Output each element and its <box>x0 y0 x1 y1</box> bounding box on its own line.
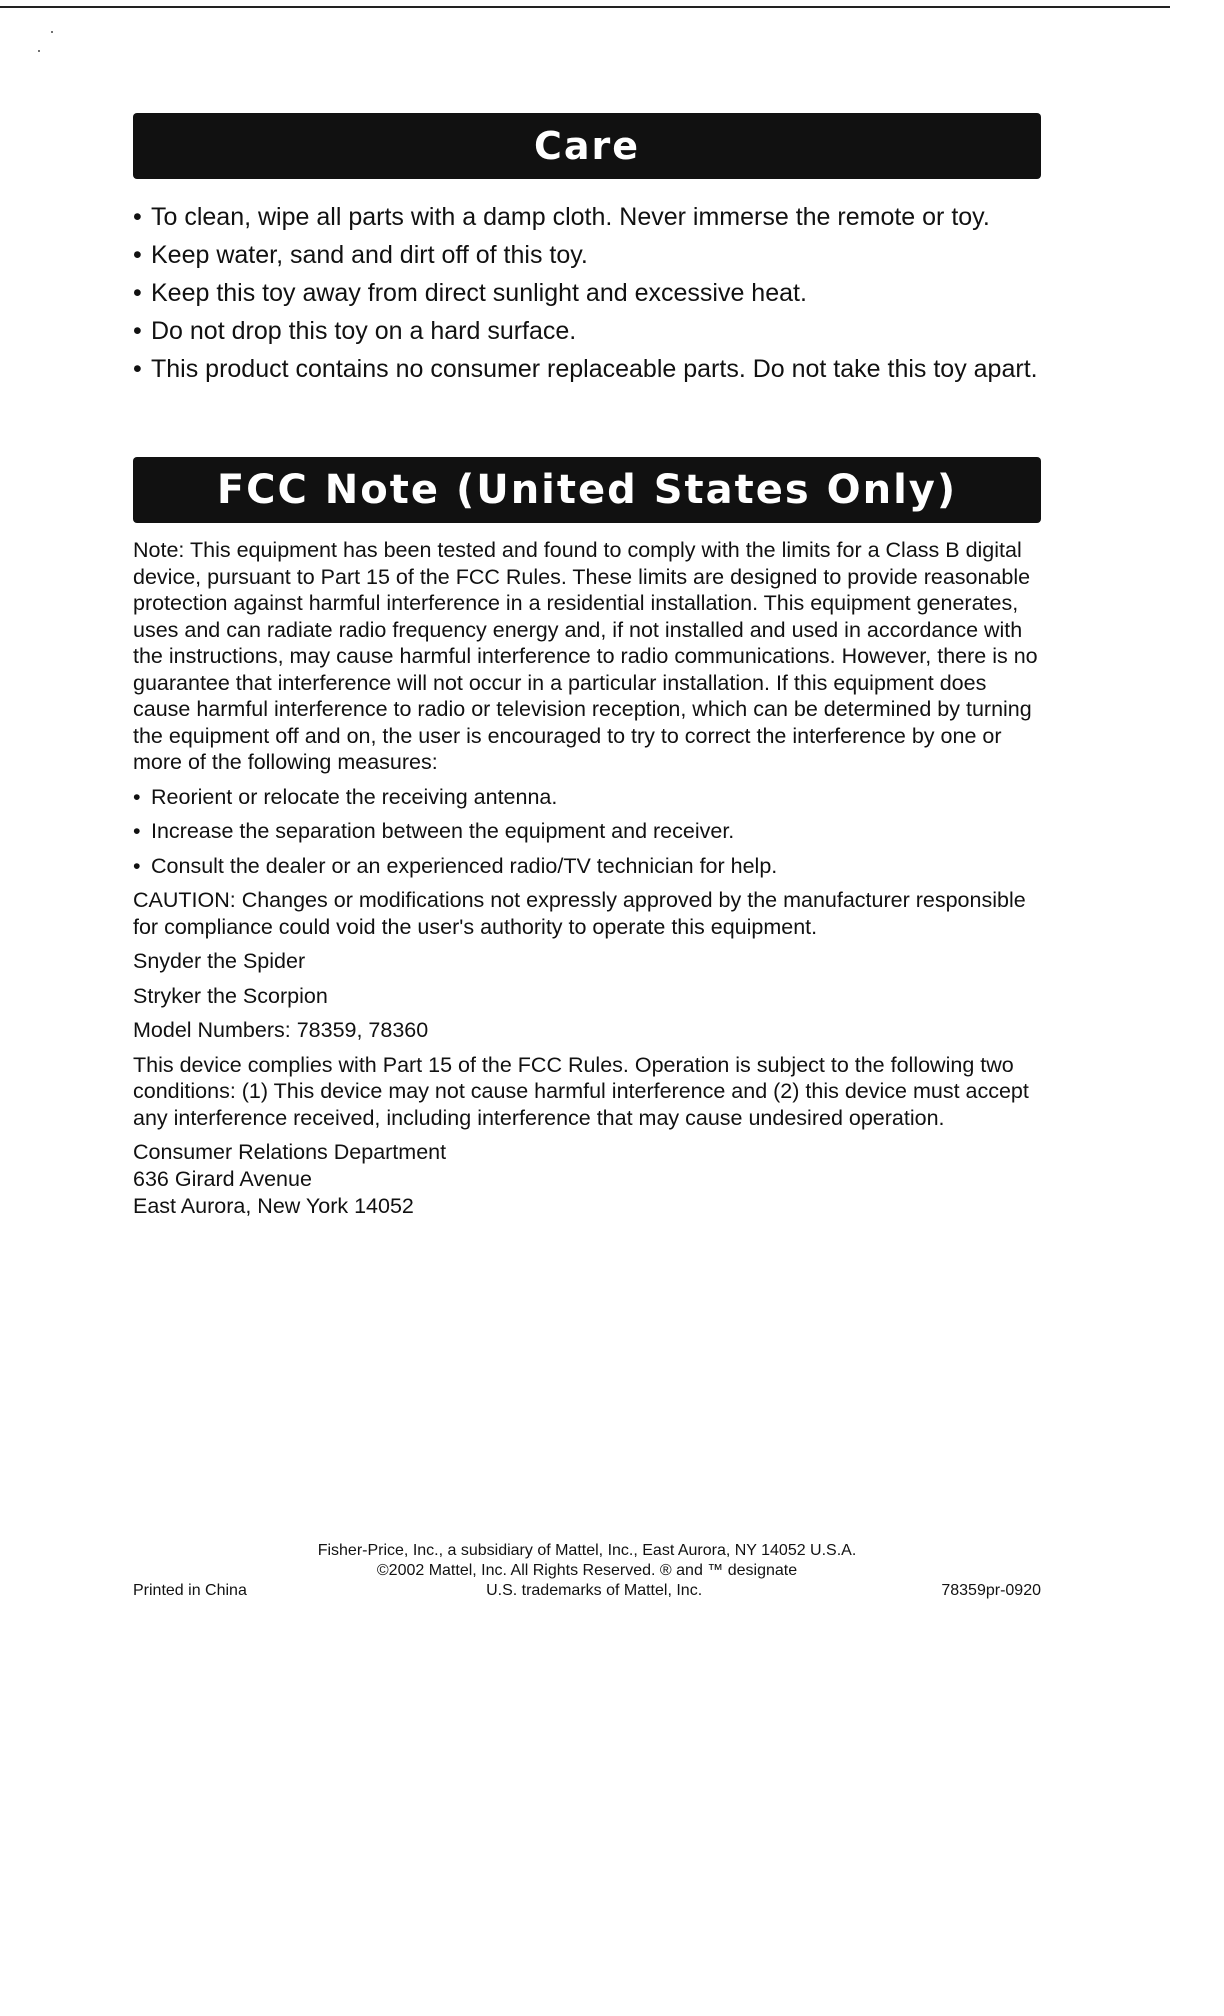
fcc-measure: • Reorient or relocate the receiving antenna. <box>133 784 1041 811</box>
fcc-measure: • Increase the separation between the equipment and receiver. <box>133 818 1041 845</box>
address-line: Consumer Relations Department <box>133 1140 447 1164</box>
care-item: • Do not drop this toy on a hard surface. <box>133 317 1041 345</box>
scan-speck <box>51 31 53 33</box>
address-line: 636 Girard Avenue <box>133 1167 312 1191</box>
footer-bottom-row <box>133 1581 1041 1601</box>
fcc-measure: • Consult the dealer or an experienced radio/TV technician for help. <box>133 853 1041 880</box>
caution-paragraph: CAUTION: Changes or modifications not expressly approved by the manufacturer responsible for compliance could void the user's authority to operate this equipment. <box>133 888 1026 939</box>
product-name: Snyder the Spider <box>133 949 306 973</box>
page-content <box>133 113 1041 1220</box>
compliance-paragraph: This device complies with Part 15 of the FCC Rules. Operation is subject to the following two conditions: (1) This device may not cause harmful interference and (2) this device must accept any interference received, including interference that may cause undesired operation. <box>133 1052 1029 1130</box>
care-item: • This product contains no consumer replaceable parts. Do not take this toy apart. <box>133 355 1041 383</box>
document-code: 78359pr-0920 <box>941 1582 1041 1599</box>
care-heading: Care <box>133 113 1041 179</box>
address-line: East Aurora, New York 14052 <box>133 1194 414 1218</box>
page-footer <box>133 1541 1041 1601</box>
care-item: • Keep water, sand and dirt off of this toy. <box>133 241 1041 269</box>
model-numbers: Model Numbers: 78359, 78360 <box>133 1018 429 1042</box>
fcc-section <box>133 537 1041 1220</box>
top-border-line <box>0 6 1170 8</box>
product-name: Stryker the Scorpion <box>133 983 328 1008</box>
care-item: • Keep this toy away from direct sunlight and excessive heat. <box>133 279 1041 307</box>
contact-address <box>133 1139 1041 1220</box>
fcc-measures-list <box>133 784 1041 880</box>
scan-speck <box>38 50 40 52</box>
care-list <box>133 203 1041 383</box>
footer-company: Fisher-Price, Inc., a subsidiary of Mattel, Inc., East Aurora, NY 14052 U.S.A. <box>317 1542 857 1559</box>
care-item: • To clean, wipe all parts with a damp cloth. Never immerse the remote or toy. <box>133 203 1041 231</box>
footer-trademarks: U.S. trademarks of Mattel, Inc. <box>486 1582 703 1599</box>
fcc-note-paragraph: Note: This equipment has been tested and found to comply with the limits for a Class B digital device, pursuant to Part 15 of the FCC Rules. These limits are designed to provide reasonable protection against harmful interference in a residential installation. This equipment generates, uses and can radiate radio frequency energy and, if not installed and used in accordance with the instructions, may cause harmful interference to radio communications. However, there is no guarantee that interference will not occur in a particular installation. If this equipment does cause harmful interference to radio or television reception, which can be determined by turning the equipment off and on, the user is encouraged to try to correct the interference by one or more of the following measures: <box>133 538 1038 774</box>
footer-copyright: ©2002 Mattel, Inc. All Rights Reserved. ® and ™ designate <box>376 1562 798 1579</box>
printed-in: Printed in China <box>133 1582 247 1599</box>
fcc-heading: FCC Note (United States Only) <box>133 457 1041 523</box>
